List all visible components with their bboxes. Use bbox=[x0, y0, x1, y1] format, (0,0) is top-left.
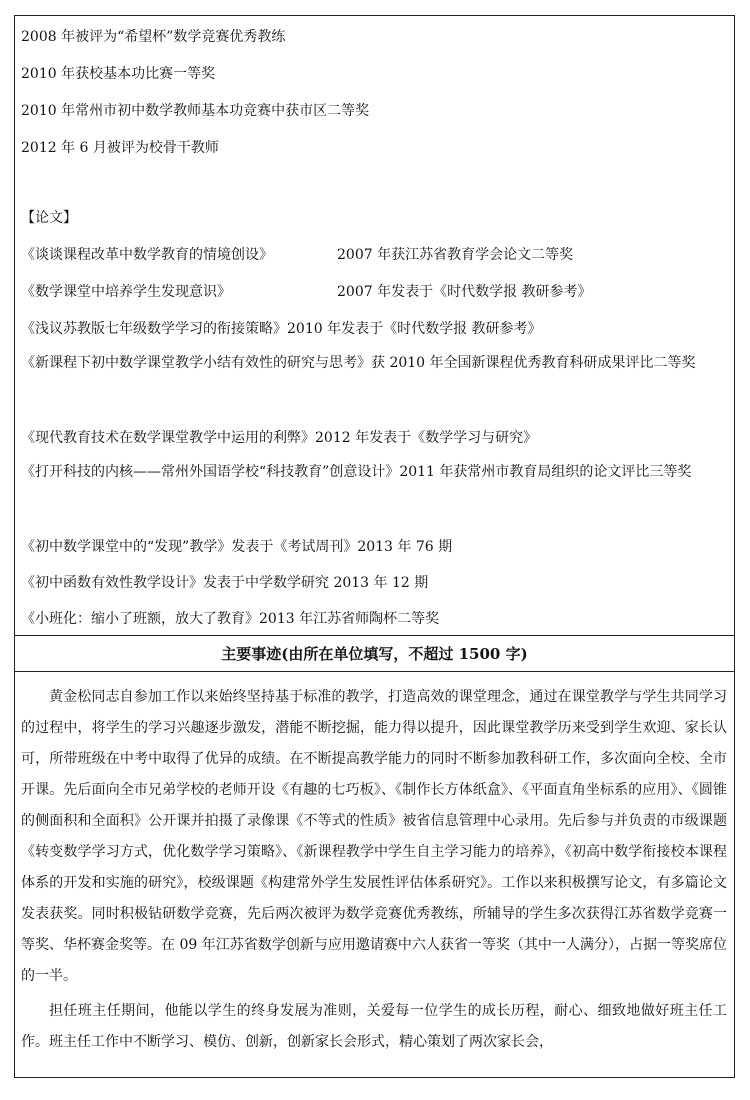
paper-entry: 《打开科技的内核——常州外国语学校“科技教育”创意设计》2011 年获常州市教育局组织的论文评比三等奖 bbox=[21, 464, 692, 480]
award-line: 2010 年常州市初中数学教师基本功竞赛中获市区二等奖 bbox=[21, 103, 370, 119]
paper-entry: 《初中数学课堂中的“发现”教学》发表于《考试周刊》2013 年 76 期 bbox=[21, 539, 453, 555]
paper-title: 《数学课堂中培养学生发现意识》 bbox=[21, 284, 231, 300]
paper-note: 2007 年发表于《时代数学报 教研参考》 bbox=[337, 284, 592, 300]
form-frame bbox=[14, 15, 735, 1078]
award-line: 2008 年被评为“希望杯”数学竞赛优秀教练 bbox=[21, 29, 286, 45]
papers-heading: 【论文】 bbox=[21, 210, 77, 226]
main-deeds-header: 主要事迹(由所在单位填写，不超过 1500 字) bbox=[15, 636, 734, 672]
paper-entry: 《现代教育技术在数学课堂教学中运用的利弊》2012 年发表于《数学学习与研究》 bbox=[21, 430, 538, 446]
paper-entry: 《浅议苏教版七年级数学学习的衔接策略》2010 年发表于《时代数学报 教研参考》 bbox=[21, 321, 542, 337]
award-line: 2010 年获校基本功比赛一等奖 bbox=[21, 66, 216, 82]
paper-title: 《谈谈课程改革中数学教育的情境创设》 bbox=[21, 247, 273, 263]
awards-papers-section bbox=[15, 16, 734, 636]
deeds-paragraph: 黄金松同志自参加工作以来始终坚持基于标准的教学，打造高效的课堂理念，通过在课堂教学与学生共同学习的过程中，将学生的学习兴趣逐步激发，潜能不断挖掘，能力得以提升，因此课堂教学历来受到学生欢迎、家长认可，所带班级在中考中取得了优异的成绩。在不断提高教学能力的同时不断参加教科研工作，多次面向全校、全市开课。先后面向全市兄弟学校的老师开设《有趣的七巧板》、《制作长方体纸盒》、《平面直角坐标系的应用》、《圆锥的侧面积和全面积》公开课并拍摄了录像课《不等式的性质》被省信息管理中心录用。先后参与并负责的市级课题《转变数学学习方式，优化数学学习策略》、《新课程教学中学生自主学习能力的培养》，《初高中数学衔接校本课程体系的开发和实施的研究》，校级课题《构建常外学生发展性评估体系研究》。工作以来积极撰写论文，有多篇论文发表获奖。同时积极钻研数学竞赛，先后两次被评为数学竞赛优秀教练，所辅导的学生多次获得江苏省数学竞赛一等奖、华杯赛金奖等。在 09 年江苏省数学创新与应用邀请赛中六人获省一等奖（其中一人满分），占据一等奖席位的一半。 bbox=[21, 689, 727, 984]
paper-entry: 《新课程下初中数学课堂教学小结有效性的研究与思考》获 2010 年全国新课程优秀教育科研成果评比二等奖 bbox=[21, 355, 696, 371]
paper-note: 2007 年获江苏省教育学会论文二等奖 bbox=[337, 247, 574, 263]
paper-entry: 《初中函数有效性教学设计》发表于中学数学研究 2013 年 12 期 bbox=[21, 575, 429, 591]
deeds-paragraph: 担任班主任期间，他能以学生的终身发展为准则，关爱每一位学生的成长历程，耐心、细致地做好班主任工作。班主任工作中不断学习、模仿、创新，创新家长会形式，精心策划了两次家长会， bbox=[21, 1003, 727, 1050]
paper-entry: 《小班化：缩小了班额，放大了教育》2013 年江苏省师陶杯二等奖 bbox=[21, 611, 440, 627]
main-deeds-body bbox=[21, 682, 727, 1062]
award-line: 2012 年 6 月被评为校骨干教师 bbox=[21, 140, 219, 156]
